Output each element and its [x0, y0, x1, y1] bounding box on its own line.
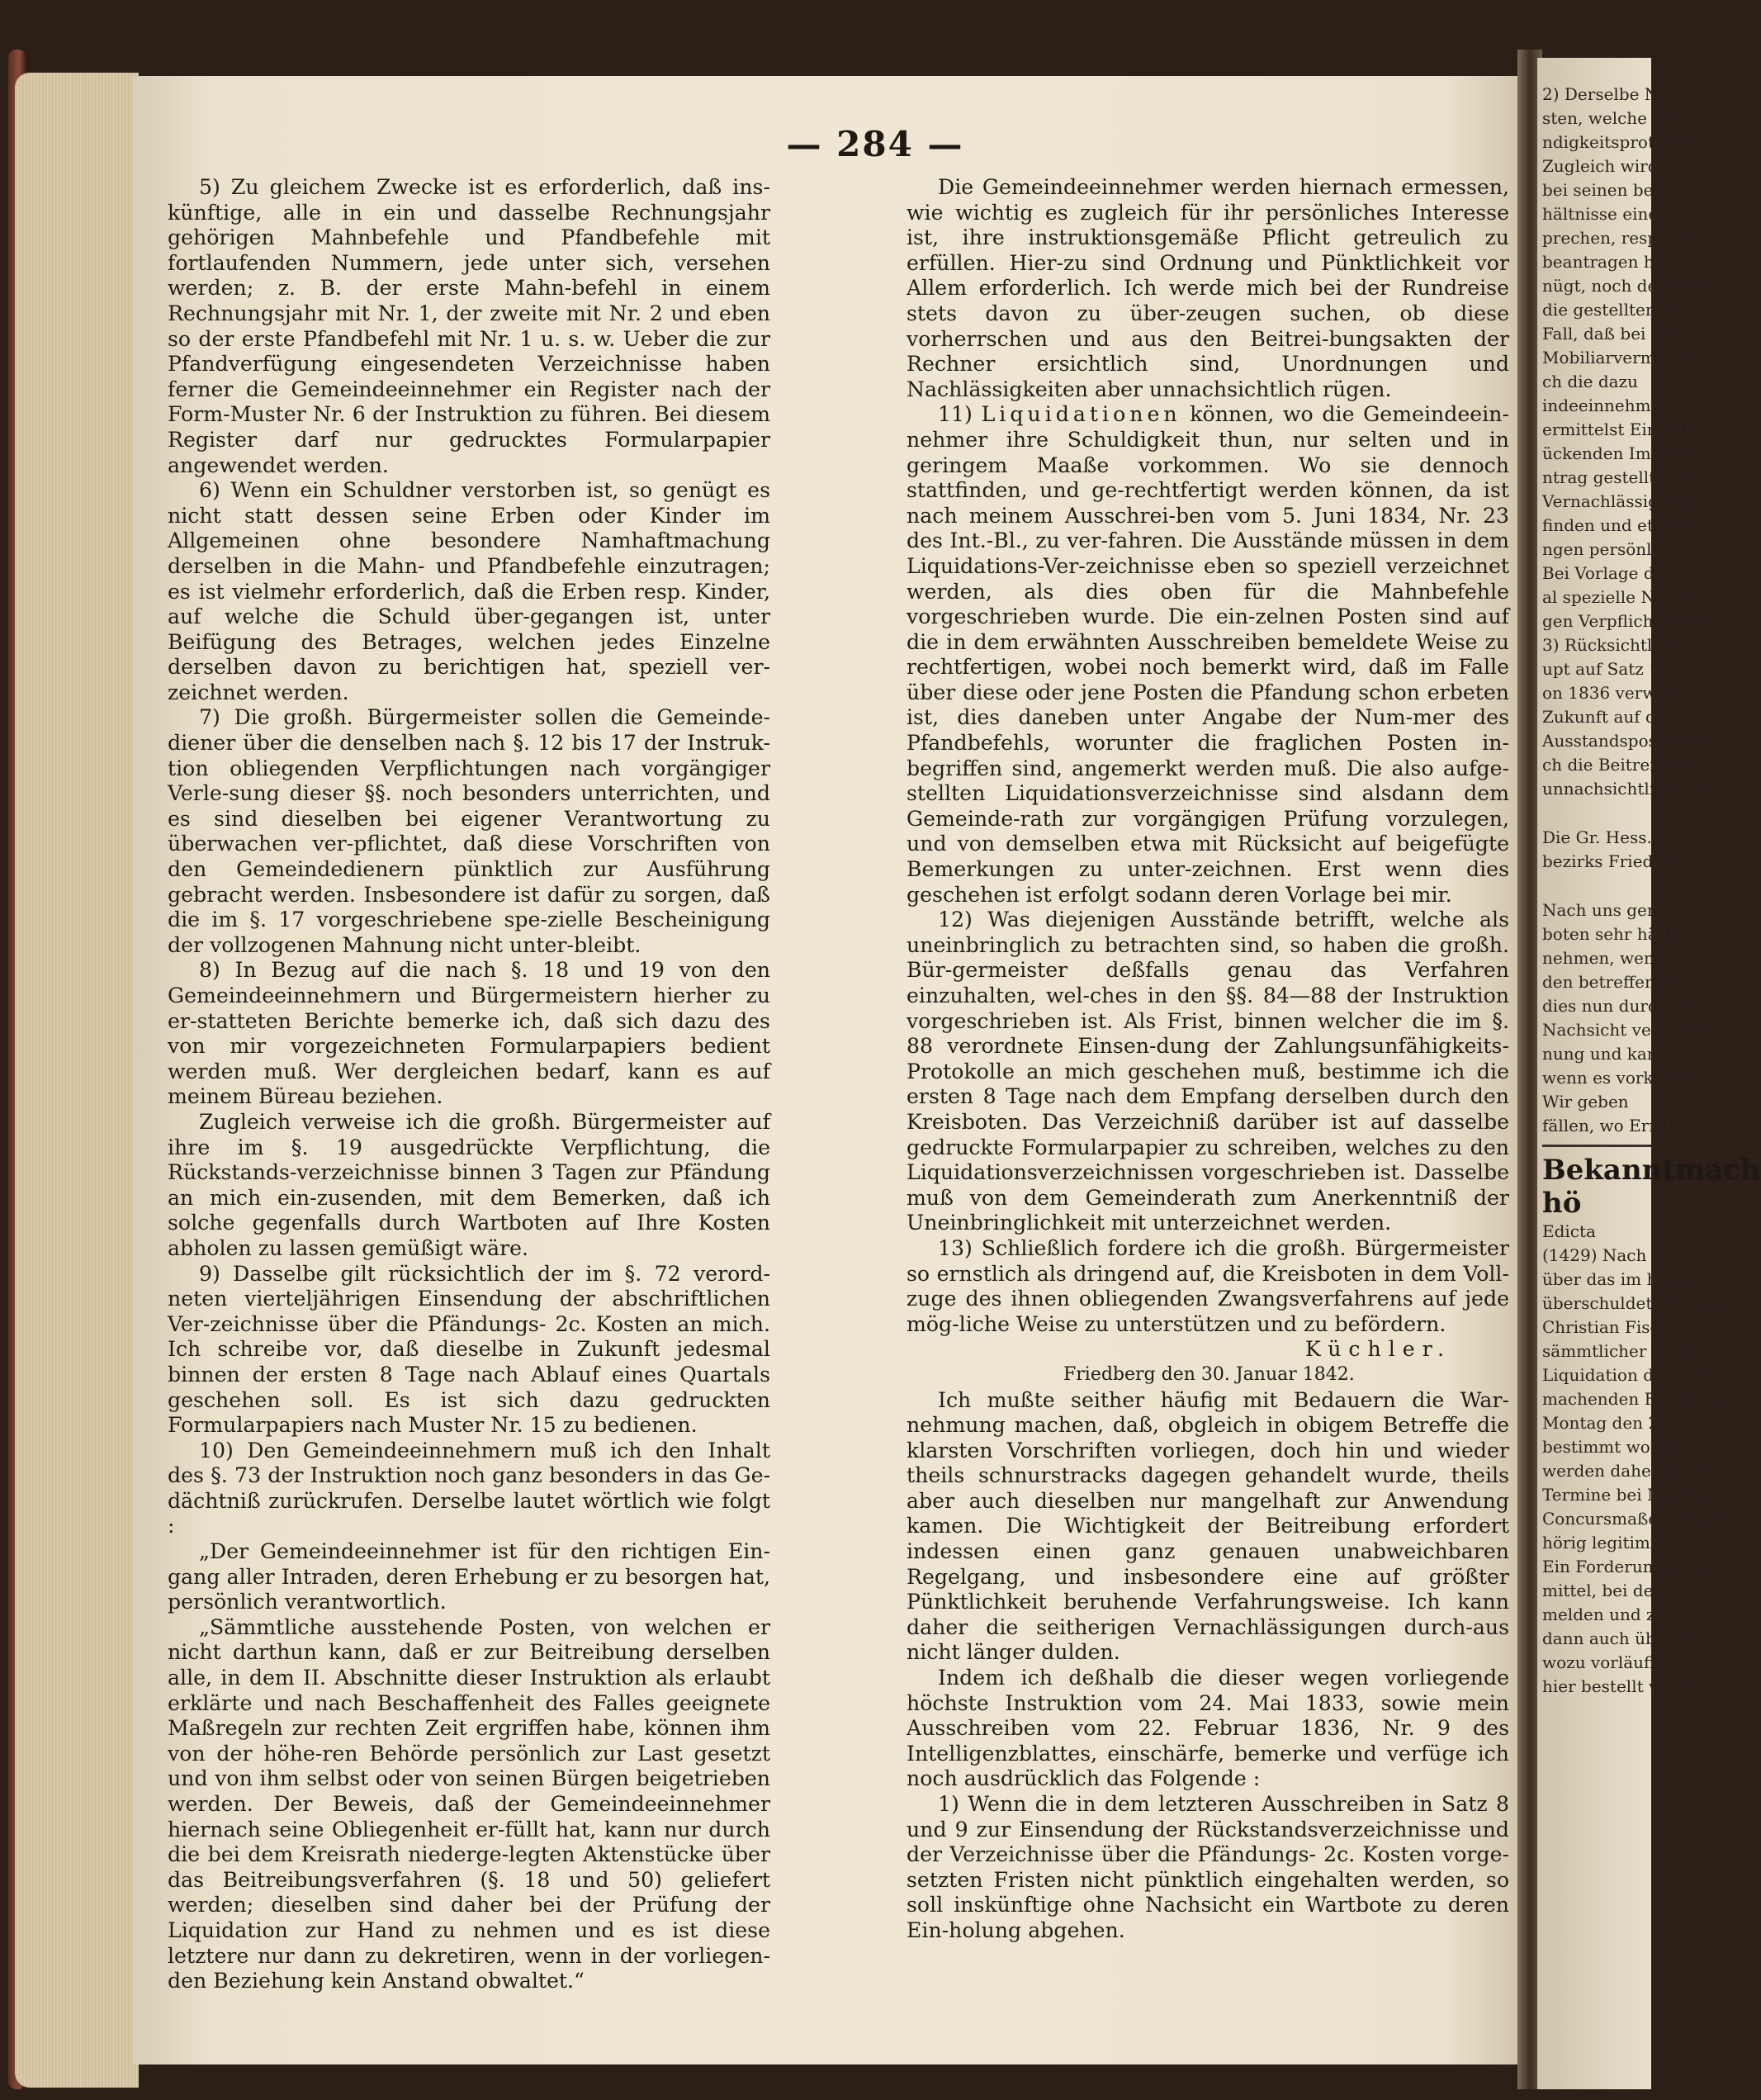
fragment-line: Zugleich wird: [1542, 156, 1659, 176]
paragraph-11-number: 11): [938, 402, 982, 427]
fragment-line: gen Verpflichtungen: [1542, 611, 1712, 631]
fragment-line: Edicta: [1542, 1221, 1596, 1241]
paragraph-11: [907, 402, 1509, 908]
fragment-line: ermittelst Eingabe: [1542, 420, 1698, 439]
fragment-line: Nachsicht veranlaß: [1542, 1020, 1706, 1040]
fragment-line: beantragen hat, in: [1542, 252, 1697, 272]
fragment-heading: hö: [1542, 1187, 1582, 1220]
fragment-line: wenn es vorkommt: [1542, 1068, 1702, 1088]
fragment-line: überschuldete Vermög: [1542, 1293, 1732, 1313]
fragment-line: ch die Beitreibung: [1542, 755, 1697, 775]
fragment-line: bestimmt worden.: [1542, 1437, 1695, 1457]
quote-paragraph-1: „Der Gemeindeeinnehmer ist für den richtigen Ein-gang aller Intraden, deren Erhebung er zu besorgen hat, persönlich verantwortlich.: [168, 1539, 770, 1614]
fragment-line: hältnisse eines Je: [1542, 204, 1688, 224]
fragment-line: die gestellten An: [1542, 300, 1684, 320]
fragment-line: finden und etwa bal: [1542, 515, 1709, 535]
paragraph-10: 10) Den Gemeindeeinnehmern muß ich den Inhalt des §. 73 der Instruktion noch ganz besonders in das Ge-dächtniß zurückrufen. Derselbe lautet wörtlich wie folgt :: [168, 1438, 770, 1538]
fragment-line: dies nun durch ein: [1542, 996, 1699, 1016]
page-stack-edge: [15, 73, 139, 2088]
fragment-line: fällen, wo Ernd: [1542, 1116, 1670, 1135]
fragment-line: Bei Vorlage der: [1542, 563, 1673, 583]
paragraph-7: 7) Die großh. Bürgermeister sollen die Gemeinde-diener über die denselben nach §. 12 bis 17 der Instruk-tion obliegenden Verpflichtungen nach vorgängiger Verle-sung dieser §§. noch besonders unterrichten, und es sind dieselben bei eigener Verantwortung zu überwachen ver-pflichtet, daß diese Vorschriften von den Gemeindedienern pünktlich zur Ausführung gebracht werden. Insbesondere ist dafür zu sorgen, daß die im §. 17 vorgeschriebene spe-zielle Bescheinigung der vollzogenen Mahnung nicht unter-bleibt.: [168, 705, 770, 957]
fragment-line: unnachsichtlicher Str: [1542, 779, 1724, 799]
fragment-line: machenden Forderung: [1542, 1389, 1733, 1409]
fragment-line: Wir geben: [1542, 1092, 1629, 1112]
fragment-line: Ausstandsposten an: [1542, 731, 1710, 751]
fragment-line: bei seinen beff: [1542, 180, 1665, 200]
fragment-line: indeeinnehmer daf: [1542, 396, 1701, 415]
next-page-bottom-fragments: [1537, 1220, 1735, 1699]
fragment-line: ngen persönlich zur: [1542, 539, 1710, 559]
paragraph-8-continued: Zugleich verweise ich die großh. Bürgermeister auf ihre im §. 19 ausgedrückte Verpflichtung, die Rückstands-verzeichnisse binnen 3 Tagen zur Pfändung an mich ein-zusenden, mit dem Bemerken, daß ich solche gegenfalls durch Wartboten auf Ihre Kosten abholen zu lassen gemüßigt wäre.: [168, 1109, 770, 1260]
fragment-line: melden und zu begr: [1542, 1605, 1710, 1624]
fragment-line: Concursmaße, entwed: [1542, 1509, 1730, 1529]
paragraph-9: 9) Dasselbe gilt rücksichtlich der im §. 72 verord-neten vierteljährigen Einsendung der abschriftlichen Ver-zeichnisse über die Pfändungs- 2c. Kosten an mich. Ich schreibe vor, daß dieselbe in Zukunft jedesmal binnen der ersten 8 Tage nach Ablauf eines Quartals geschehen soll. Es ist sich dazu gedruckten Formularpapiers nach Muster Nr. 15 zu bedienen.: [168, 1261, 770, 1438]
fragment-line: sämmtlicher Particular: [1542, 1341, 1735, 1361]
paragraph-5: 5) Zu gleichem Zwecke ist es erforderlich, daß ins-künftige, alle in ein und dasselbe Rechnungsjahr gehörigen Mahnbefehle und Pfandbefehle mit fortlaufenden Nummern, jede unter sich, versehen werden; z. B. der erste Mahn-befehl in einem Rechnungsjahr mit Nr. 1, der zweite mit Nr. 2 und eben so der erste Pfandbefehl mit Nr. 1 u. s. w. Ueber die zur Pfandverfügung eingesendeten Verzeichnisse haben ferner die Gemeindeeinnehmer ein Register nach der Form-Muster Nr. 6 der Instruktion zu führen. Bei diesem Register darf nur gedrucktes Formularpapier angewendet werden.: [168, 175, 770, 477]
quote-paragraph-2: „Sämmtliche ausstehende Posten, von welchen er nicht darthun kann, daß er zur Beitreibung derselben alle, in dem II. Abschnitte dieser Instruktion als erlaubt erklärte und nach Beschaffenheit des Falles geeignete Maßregeln zur rechten Zeit ergriffen habe, können ihm von der höhe-ren Behörde persönlich zur Last gesetzt und von ihm selbst oder von seinen Bürgen beigetrieben werden. Der Beweis, daß der Gemeindeeinnehmer hiernach seine Obliegenheit er-füllt hat, kann nur durch die bei dem Kreisrath niederge-legten Aktenstücke über das Beitreibungsverfahren (§. 18 und 50) geliefert werden; dieselben sind daher bei der Prüfung der Liquidation zur Hand zu nehmen und es ist diese letztere nur dann zu dekretiren, wenn in der vorliegen-den Beziehung kein Anstand obwaltet.“: [168, 1614, 770, 1993]
fragment-line: hier bestellt worden: [1542, 1676, 1712, 1696]
next-page-fragment: [1537, 58, 1761, 2089]
fragment-line: den betreffenden G: [1542, 972, 1705, 992]
paragraph-conclusion: Die Gemeindeeinnehmer werden hiernach ermessen, wie wichtig es zugleich für ihr persönliches Interesse ist, ihre instruktionsgemäße Pflicht getreulich zu erfüllen. Hier-zu sind Ordnung und Pünktlichkeit vor Allem erforderlich. Ich werde mich bei der Rundreise stets davon zu über-zeugen suchen, ob diese vorherrschen und aus den Beitrei-bungsakten der Rechner ersichtlich sind, Unordnungen und Nachlässigkeiten aber unnachsichtlich rügen.: [907, 175, 1509, 401]
fragment-line: dann auch über die: [1542, 1628, 1705, 1648]
signature: Küchler.: [1304, 1337, 1451, 1362]
fragment-line: über das im hiesige: [1542, 1269, 1707, 1289]
fragment-line: Christian Fisch: [1542, 1317, 1670, 1337]
fragment-line: Termine bei Meidung: [1542, 1485, 1722, 1505]
fragment-line: 3) Rücksichtlich: [1542, 635, 1678, 655]
paragraph-13: 13) Schließlich fordere ich die großh. Bürgermeister so ernstlich als dringend auf, die Kreisboten in dem Voll-zuge des ihnen obliegenden Zwangsverfahrens auf jede mög-liche Weise zu unterstützen und zu befördern.: [907, 1235, 1509, 1336]
fragment-line: Nach uns ger: [1542, 900, 1655, 920]
fragment-line: Zukunft auf die Ein: [1542, 707, 1705, 727]
fragment-line: nügt, noch der Behö: [1542, 276, 1713, 296]
next-page-top-fragments: [1537, 83, 1724, 801]
fragment-line: ntrag gestellt und: [1542, 467, 1693, 487]
fragment-line: nung und kann nu: [1542, 1044, 1695, 1064]
fragment-heading: Bekanntmach: [1542, 1154, 1761, 1187]
fragment-line: on 1836 verwiese: [1542, 683, 1690, 703]
fragment-line: ückenden Immobil: [1542, 443, 1698, 463]
fragment-line: nehmen, wenn n: [1542, 948, 1681, 968]
fragment-line: Ein Forderungen, un: [1542, 1557, 1716, 1576]
page-number: — 284 —: [786, 124, 964, 164]
fragment-line: ndigkeitsprotokolle: [1542, 132, 1705, 152]
fragment-line: (1429) Nach mir: [1542, 1245, 1681, 1265]
fragment-line: werden daher hierdur: [1542, 1461, 1727, 1481]
paragraph-6: 6) Wenn ein Schuldner verstorben ist, so genügt es nicht statt dessen seine Erben oder Kinder im Allgemeinen ohne besondere Namhaftmachung derselben in die Mahn- und Pfandbefehle einzutragen; es ist vielmehr erforderlich, daß die Erben resp. Kinder, auf welche die Schuld über-gegangen ist, unter Beifügung des Betrages, welchen jedes Einzelne derselben davon zu berichtigen hat, speziell ver-zeichnet werden.: [168, 478, 770, 704]
fragment-line: Liquidation der in di: [1542, 1365, 1714, 1385]
next-page-mid-fragments: [1537, 898, 1706, 1138]
fragment-heading-line: bezirks Friedberg: [1542, 851, 1692, 871]
liquidationen-heading: Liquidationen: [981, 402, 1181, 427]
fragment-line: Mobiliarvermögen: [1542, 348, 1697, 367]
paragraph-8: 8) In Bezug auf die nach §. 18 und 19 von den Gemeindeeinnehmern und Bürgermeistern hierher zu er-statteten Berichte bemerke ich, daß sich dazu des von mir vorgezeichneten Formularpapiers bedient werden muß. Wer dergleichen bedarf, kann es auf meinem Büreau beziehen.: [168, 958, 770, 1109]
fragment-heading-line: Die Gr. Hess. K: [1542, 827, 1670, 847]
fragment-line: 2) Derselbe Na: [1542, 84, 1669, 104]
left-column: [168, 175, 770, 1994]
fragment-line: upt auf Satz 11: [1542, 659, 1670, 679]
right-column: [907, 175, 1509, 1944]
section-rule: [1542, 1145, 1651, 1147]
paragraph-11-text: können, wo die Gemeindeein-nehmer ihre Schuldigkeit thun, nur selten und in geringem Maaße vorkommen. Wo sie dennoch stattfinden, und ge-rechtfertigt werden können, da ist nach meinem Ausschrei-ben vom 5. Juni 1834, Nr. 23 des Int.-Bl., zu ver-fahren. Die Ausstände müssen in dem Liquidations-Ver-zeichnisse eben so speziell verzeichnet werden, als dies oben für die Mahnbefehle vorgeschrieben wurde. Die ein-zelnen Posten sind auf die in dem erwähnten Ausschreiben bemeldete Weise zu rechtfertigen, wobei noch bemerkt wird, daß im Falle über diese oder jene Posten die Pfandung schon erbeten ist, dies daneben unter Angabe der Num-mer des Pfandbefehls, worunter die fraglichen Posten in-begriffen sind, angemerkt werden muß. Die also aufge-stellten Liquidationsverzeichnisse sind alsdann dem Gemeinde-rath zur vorgängigen Prüfung vorzulegen, und von demselben etwa mit Rücksicht auf beigefügte Bemerkungen zu unter-zeichnen. Erst wenn dies geschehen ist erfolgt sodann deren Vorlage bei mir.: [907, 402, 1509, 907]
fragment-line: prechen, resp. die n: [1542, 228, 1711, 248]
fragment-line: boten sehr häufig: [1542, 924, 1690, 944]
paragraph-12: 12) Was diejenigen Ausstände betrifft, welche als uneinbringlich zu betrachten sind, so haben die großh. Bür-germeister deßfalls genau das Verfahren einzuhalten, wel-ches in den §§. 84—88 der Instruktion vorgeschrieben ist. Als Frist, binnen welcher die im §. 88 verordnete Einsen-dung der Zahlungsunfähigkeits-Protokolle an mich geschehen muß, bestimme ich die ersten 8 Tage nach dem Empfang derselben durch den Kreisboten. Das Verzeichniß darüber ist auf dasselbe gedruckte Formularpapier zu schreiben, welches zu den Liquidationsverzeichnissen vorgeschrieben ist. Dasselbe muß von dem Gemeinderath zum Anerkenntniß der Uneinbringlichkeit mit unterzeichnet werden.: [907, 908, 1509, 1235]
fragment-line: Vernachlässigungen i: [1542, 491, 1721, 511]
fragment-line: mittel, bei dem vor: [1542, 1581, 1702, 1600]
fragment-line: ch die dazu: [1542, 372, 1638, 391]
fragment-line: hörig legitimirte Bev: [1542, 1533, 1716, 1552]
paragraph-notice-1: 1) Wenn die in dem letzteren Ausschreiben in Satz 8 und 9 zur Einsendung der Rückstandsverzeichnisse und der Verzeichnisse über die Pfändungs- 2c. Kosten vorge-setzten Fristen nicht pünktlich eingehalten werden, so soll inskünftige ohne Nachsicht ein Wartbote zu deren Ein-holung abgehen.: [907, 1792, 1509, 1942]
paragraph-notice-decree: Indem ich deßhalb die dieser wegen vorliegende höchste Instruktion vom 24. Mai 1833, sowie mein Ausschreiben vom 22. Februar 1836, Nr. 9 des Intelligenzblattes, einschärfe, bemerke und verfüge ich noch ausdrücklich das Folgende :: [907, 1666, 1509, 1791]
fragment-line: Montag den 27. F.: [1542, 1413, 1694, 1433]
fragment-line: sten, welche die S: [1542, 108, 1695, 128]
paragraph-notice-intro: Ich mußte seither häufig mit Bedauern die War-nehmung machen, daß, obgleich in obigem Betreffe die klarsten Vorschriften vorliegen, doch hin und wieder theils schnurstracks dagegen gehandelt wurde, theils aber auch dieselben nur mangelhaft zur Anwendung kamen. Die Wichtigkeit der Beitreibung erfordert indessen einen ganz genauen unabweichbaren Regelgang, und insbesondere eine auf größter Pünktlichkeit beruhende Verfahrungsweise. Ich kann daher die seitherigen Vernachlässigungen durch-aus nicht länger dulden.: [907, 1387, 1509, 1665]
dateline: Friedberg den 30. Januar 1842.: [1063, 1363, 1355, 1385]
fragment-line: al spezielle Nachwe: [1542, 587, 1709, 607]
fragment-line: Fall, daß bei Zah: [1542, 324, 1683, 344]
fragment-line: wozu vorläufig der: [1542, 1652, 1699, 1672]
